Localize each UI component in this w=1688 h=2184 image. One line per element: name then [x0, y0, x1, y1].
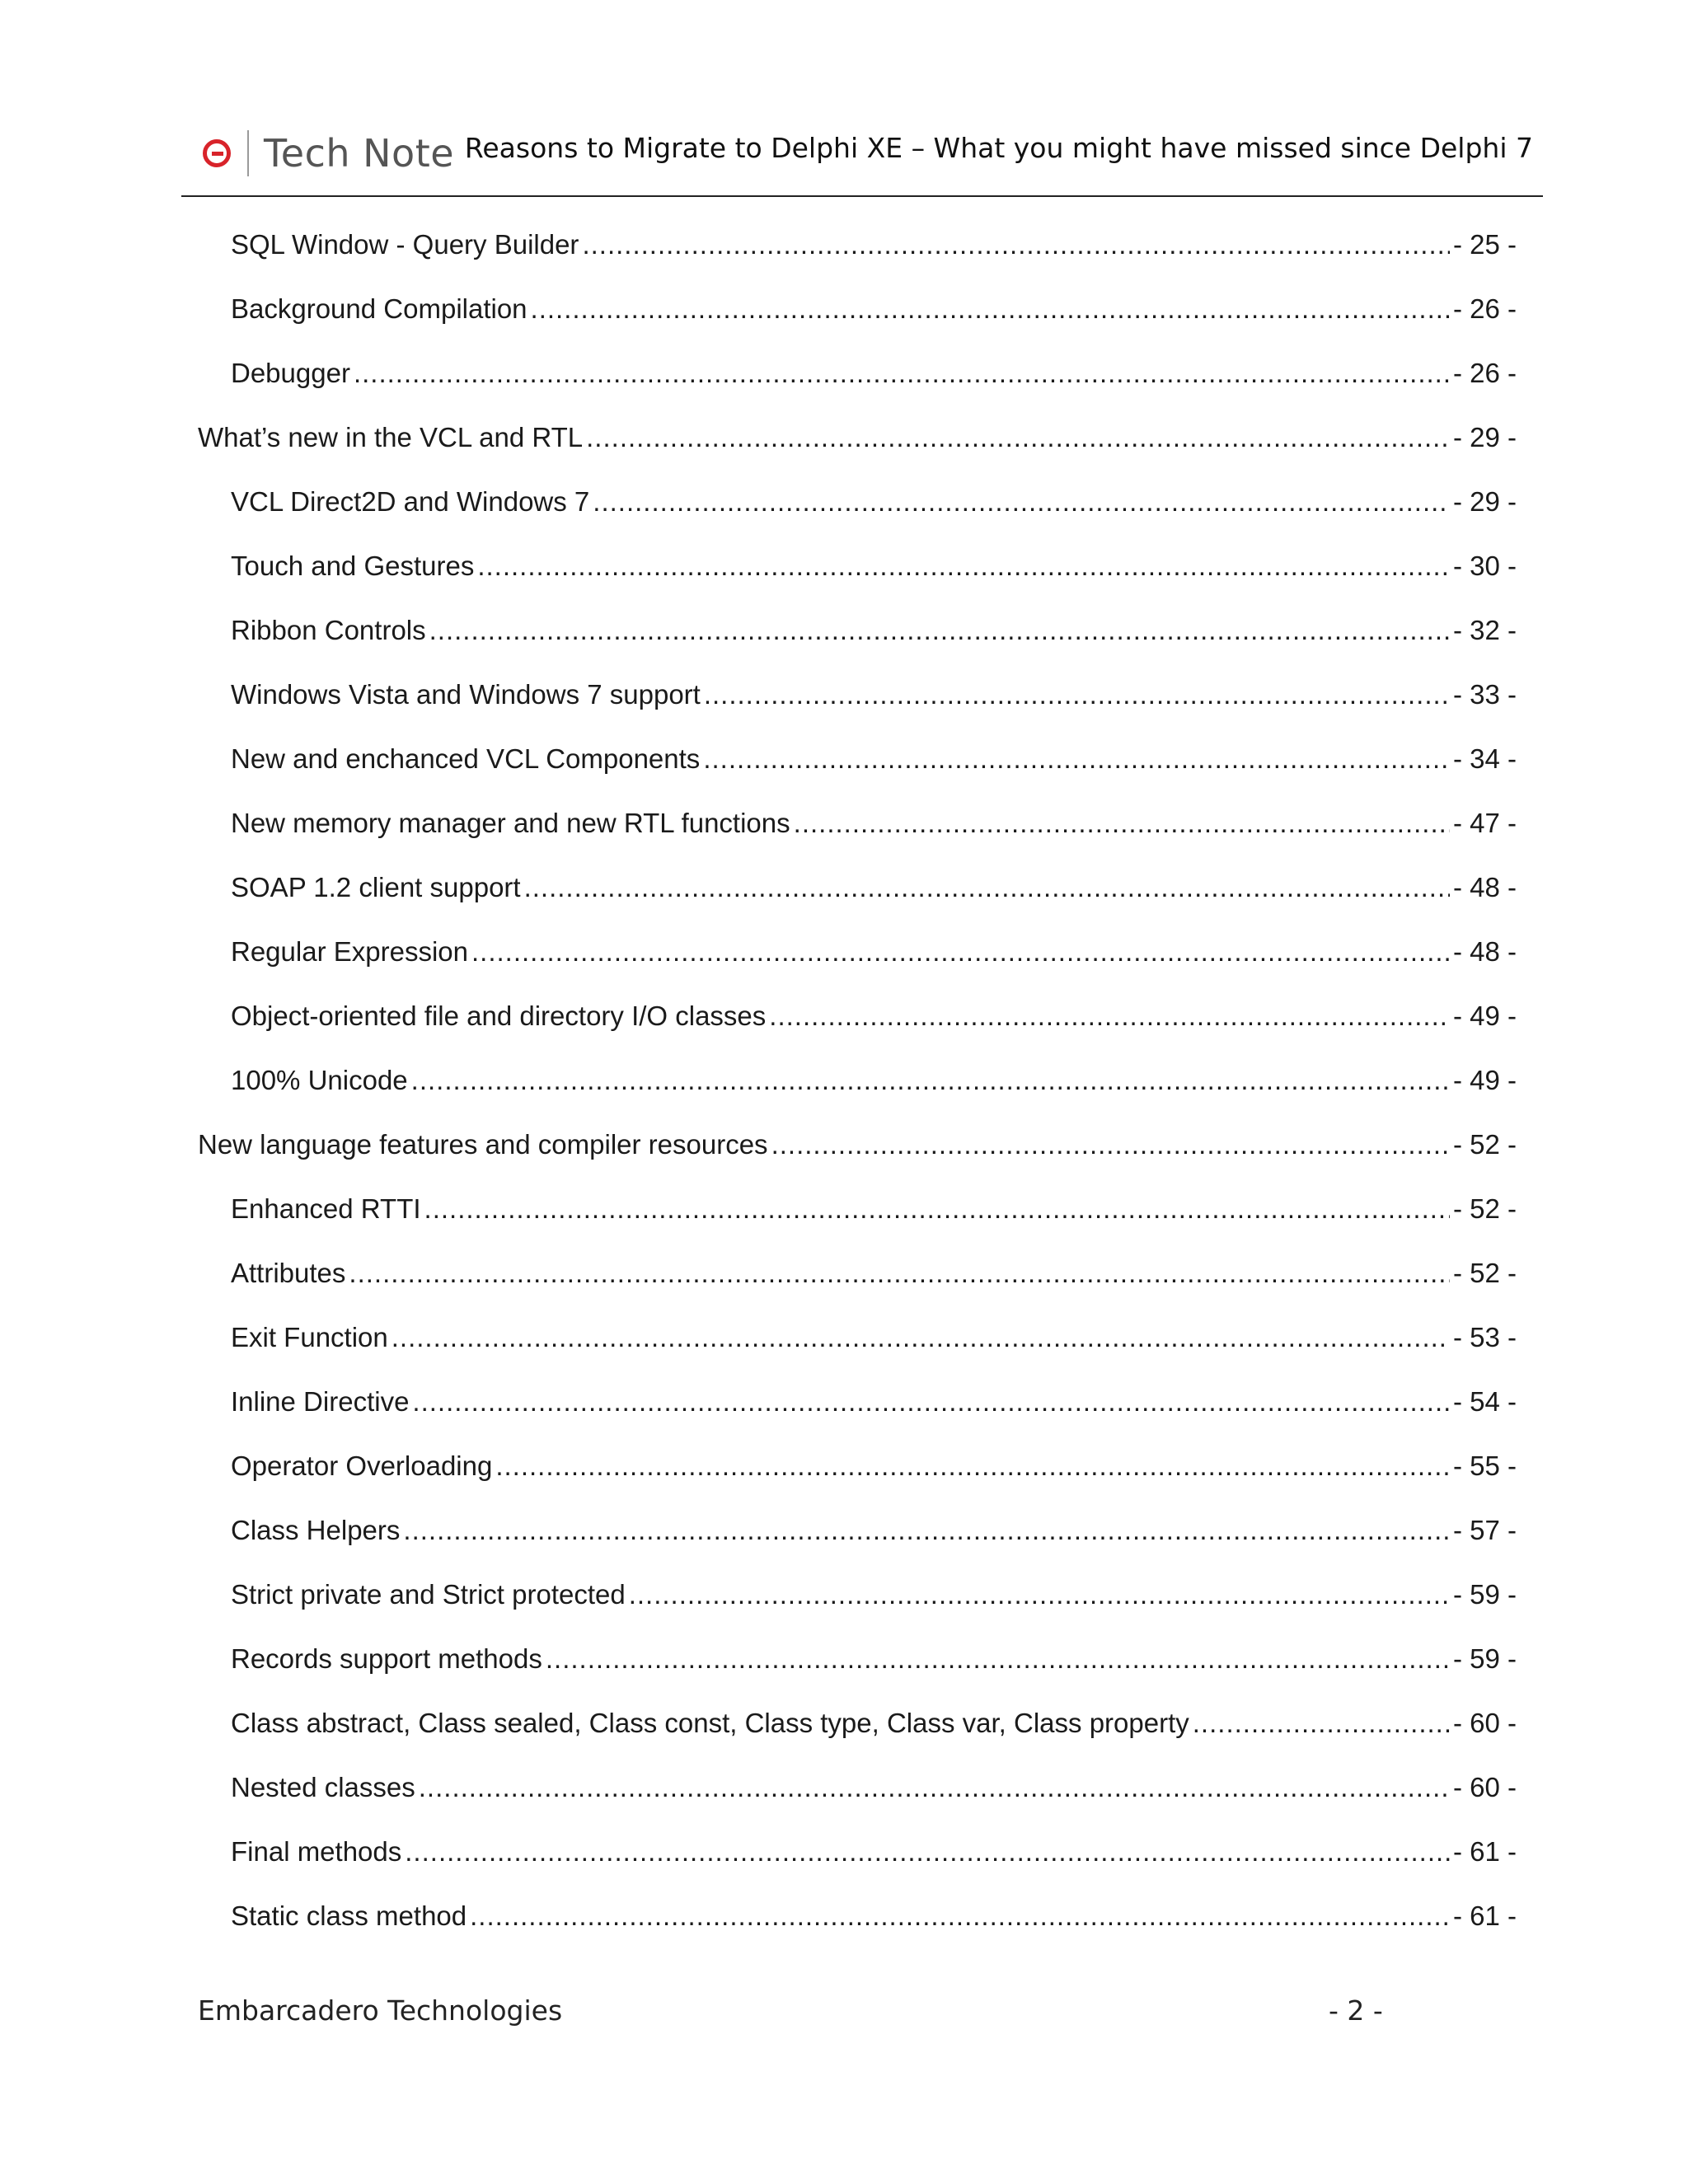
- document-title: Reasons to Migrate to Delphi XE – What you might have missed since Delphi 7: [464, 132, 1533, 164]
- toc-dot-leader: [477, 546, 1450, 587]
- toc-entry-title: Strict private and Strict protected: [231, 1579, 626, 1610]
- toc-section-entry[interactable]: [198, 417, 1517, 481]
- toc-entry-title: Class abstract, Class sealed, Class const, Class type, Class var, Class property: [231, 1708, 1189, 1738]
- toc-entry-title: VCL Direct2D and Windows 7: [231, 486, 590, 517]
- toc-subsection-entry[interactable]: [198, 1831, 1517, 1896]
- toc-entry-page: - 29 -: [1452, 422, 1517, 452]
- toc-dot-leader: [429, 610, 1450, 651]
- toc-entry-page: - 32 -: [1452, 615, 1517, 645]
- toc-entry-page: - 47 -: [1452, 808, 1517, 838]
- toc-dot-leader: [771, 1124, 1450, 1165]
- toc-entry-title: Regular Expression: [231, 936, 468, 967]
- toc-entry-title: Nested classes: [231, 1772, 415, 1802]
- toc-subsection-entry[interactable]: [198, 1381, 1517, 1446]
- toc-dot-leader: [419, 1767, 1450, 1808]
- toc-dot-leader: [354, 353, 1450, 394]
- toc-entry-title: What’s new in the VCL and RTL: [198, 422, 584, 452]
- toc-entry-page: - 57 -: [1452, 1515, 1517, 1545]
- footer-page-number: - 2 -: [1329, 1994, 1383, 2027]
- toc-entry-page: - 55 -: [1452, 1451, 1517, 1481]
- toc-entry-title: Operator Overloading: [231, 1451, 493, 1481]
- toc-dot-leader: [769, 996, 1450, 1037]
- toc-subsection-entry[interactable]: [198, 353, 1517, 417]
- toc-entry-page: - 60 -: [1452, 1772, 1517, 1802]
- toc-entry-title: Attributes: [231, 1258, 346, 1288]
- toc-dot-leader: [392, 1317, 1450, 1358]
- toc-dot-leader: [403, 1510, 1450, 1551]
- toc-entry-page: - 34 -: [1452, 743, 1517, 774]
- toc-entry-page: - 26 -: [1452, 293, 1517, 324]
- toc-entry-page: - 49 -: [1452, 1065, 1517, 1095]
- footer-company: Embarcadero Technologies: [198, 1994, 563, 2027]
- toc-entry-page: - 60 -: [1452, 1708, 1517, 1738]
- table-of-contents: [198, 224, 1517, 1960]
- toc-entry-page: - 48 -: [1452, 936, 1517, 967]
- toc-subsection-entry[interactable]: [198, 224, 1517, 288]
- toc-subsection-entry[interactable]: [198, 1574, 1517, 1638]
- toc-dot-leader: [629, 1574, 1450, 1615]
- toc-subsection-entry[interactable]: [198, 481, 1517, 546]
- header-rule: [181, 195, 1543, 197]
- toc-dot-leader: [794, 803, 1450, 844]
- toc-subsection-entry[interactable]: [198, 674, 1517, 738]
- toc-subsection-entry[interactable]: [198, 1767, 1517, 1831]
- toc-subsection-entry[interactable]: [198, 931, 1517, 996]
- toc-entry-page: - 25 -: [1452, 229, 1517, 260]
- toc-dot-leader: [1193, 1703, 1450, 1744]
- toc-entry-title: New memory manager and new RTL functions: [231, 808, 790, 838]
- toc-subsection-entry[interactable]: [198, 803, 1517, 867]
- toc-entry-title: Debugger: [231, 358, 350, 388]
- toc-subsection-entry[interactable]: [198, 1638, 1517, 1703]
- toc-entry-title: Object-oriented file and directory I/O classes: [231, 1001, 767, 1031]
- toc-entry-title: Background Compilation: [231, 293, 528, 324]
- brand-divider: [247, 130, 249, 176]
- page-header: [181, 115, 1533, 190]
- toc-entry-title: New and enchanced VCL Components: [231, 743, 701, 774]
- brand: [203, 127, 454, 180]
- toc-entry-page: - 52 -: [1452, 1258, 1517, 1288]
- toc-entry-page: - 26 -: [1452, 358, 1517, 388]
- toc-dot-leader: [524, 867, 1450, 908]
- toc-dot-leader: [411, 1060, 1450, 1101]
- toc-subsection-entry[interactable]: [198, 1188, 1517, 1253]
- toc-entry-title: New language features and compiler resources: [198, 1129, 768, 1160]
- toc-subsection-entry[interactable]: [198, 288, 1517, 353]
- toc-entry-title: Touch and Gestures: [231, 551, 475, 581]
- toc-dot-leader: [471, 931, 1450, 972]
- toc-dot-leader: [349, 1253, 1450, 1294]
- toc-dot-leader: [703, 738, 1450, 780]
- toc-subsection-entry[interactable]: [198, 1317, 1517, 1381]
- toc-dot-leader: [424, 1188, 1450, 1230]
- toc-entry-page: - 30 -: [1452, 551, 1517, 581]
- toc-entry-page: - 59 -: [1452, 1579, 1517, 1610]
- toc-subsection-entry[interactable]: [198, 1703, 1517, 1767]
- toc-entry-page: - 61 -: [1452, 1836, 1517, 1867]
- toc-subsection-entry[interactable]: [198, 1896, 1517, 1960]
- toc-entry-title: Ribbon Controls: [231, 615, 426, 645]
- embarcadero-logo-icon: [203, 139, 231, 167]
- toc-dot-leader: [593, 481, 1450, 523]
- toc-entry-title: Exit Function: [231, 1322, 388, 1352]
- toc-dot-leader: [412, 1381, 1450, 1422]
- toc-entry-page: - 48 -: [1452, 872, 1517, 902]
- toc-subsection-entry[interactable]: [198, 996, 1517, 1060]
- toc-subsection-entry[interactable]: [198, 1060, 1517, 1124]
- toc-entry-page: - 52 -: [1452, 1193, 1517, 1224]
- toc-entry-page: - 59 -: [1452, 1643, 1517, 1674]
- toc-subsection-entry[interactable]: [198, 738, 1517, 803]
- toc-subsection-entry[interactable]: [198, 1253, 1517, 1317]
- toc-entry-title: Static class method: [231, 1900, 467, 1931]
- toc-dot-leader: [470, 1896, 1450, 1937]
- toc-dot-leader: [495, 1446, 1450, 1487]
- toc-entry-title: Final methods: [231, 1836, 402, 1867]
- toc-subsection-entry[interactable]: [198, 1446, 1517, 1510]
- toc-entry-title: Records support methods: [231, 1643, 542, 1674]
- toc-entry-page: - 29 -: [1452, 486, 1517, 517]
- toc-subsection-entry[interactable]: [198, 867, 1517, 931]
- toc-entry-page: - 49 -: [1452, 1001, 1517, 1031]
- toc-entry-title: SQL Window - Query Builder: [231, 229, 579, 260]
- toc-dot-leader: [546, 1638, 1450, 1680]
- toc-entry-page: - 33 -: [1452, 679, 1517, 710]
- toc-entry-title: Enhanced RTTI: [231, 1193, 421, 1224]
- toc-entry-page: - 53 -: [1452, 1322, 1517, 1352]
- toc-entry-title: Class Helpers: [231, 1515, 401, 1545]
- toc-dot-leader: [405, 1831, 1450, 1872]
- toc-dot-leader: [704, 674, 1450, 715]
- toc-section-entry[interactable]: [198, 1124, 1517, 1188]
- toc-entry-title: Windows Vista and Windows 7 support: [231, 679, 701, 710]
- toc-entry-page: - 61 -: [1452, 1900, 1517, 1931]
- toc-subsection-entry[interactable]: [198, 610, 1517, 674]
- toc-entry-title: 100% Unicode: [231, 1065, 408, 1095]
- toc-subsection-entry[interactable]: [198, 546, 1517, 610]
- brand-label: Tech Note: [264, 131, 455, 176]
- toc-entry-page: - 52 -: [1452, 1129, 1517, 1160]
- toc-entry-title: SOAP 1.2 client support: [231, 872, 521, 902]
- toc-dot-leader: [586, 417, 1450, 458]
- toc-entry-title: Inline Directive: [231, 1386, 410, 1417]
- toc-entry-page: - 54 -: [1452, 1386, 1517, 1417]
- toc-dot-leader: [582, 224, 1450, 265]
- toc-dot-leader: [531, 288, 1450, 330]
- toc-subsection-entry[interactable]: [198, 1510, 1517, 1574]
